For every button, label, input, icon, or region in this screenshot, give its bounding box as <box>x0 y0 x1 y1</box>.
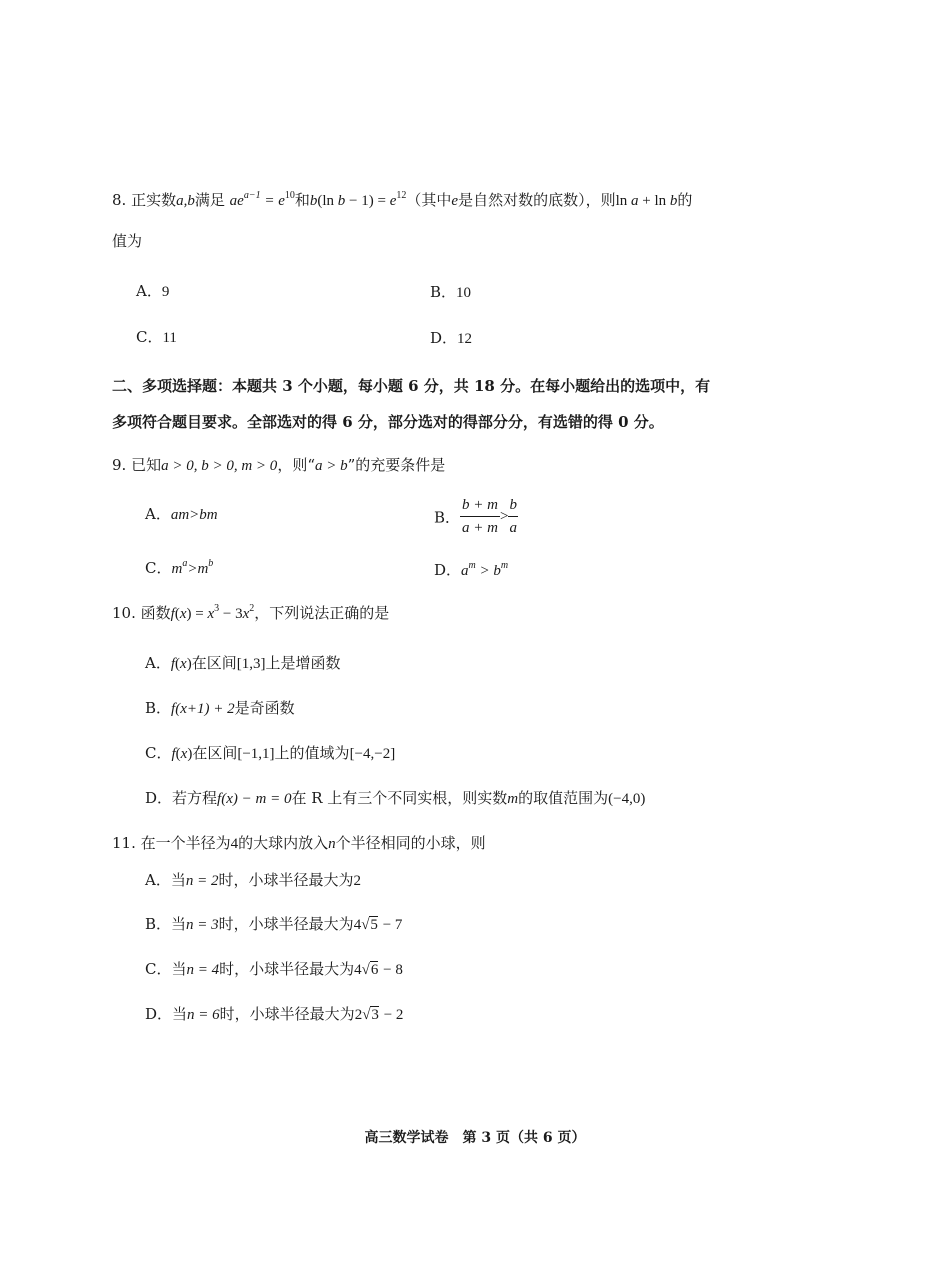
section2-header-line2: 多项符合题目要求。全部选对的得 6 分，部分选对的得部分分，有选错的得 0 分。 <box>112 413 664 431</box>
q9-frac-1: $\frac{b + m}{a + m}$ <box>462 497 498 536</box>
q11-option-a[interactable]: A．当n = 2时，小球半径最大为2 <box>145 871 361 889</box>
q9-option-d[interactable]: D．$a^m > b^m$ <box>434 560 509 579</box>
q8-option-d[interactable]: D．12 <box>430 329 473 347</box>
q8-expr: ln a + ln b <box>615 193 678 209</box>
q11-stem: 11. 在一个半径为4的大球内放入n个半径相同的小球，则 <box>112 834 486 852</box>
q9-option-b[interactable]: B． $\frac{b + m}{a + m}$ > $\frac{b}{a}$ <box>434 497 517 536</box>
q10-option-d[interactable]: D．若方程f(x) − m = 0在 R 上有三个不同实根，则实数m的取值范围为(−4,0) <box>145 789 646 807</box>
q9-option-c[interactable]: C．$m^a>m^b$ <box>145 558 214 577</box>
q9-frac-2: $\frac{b}{a}$ <box>509 497 517 536</box>
q10-option-c[interactable]: C．f(x)在区间[−1,1]上的值域为[−4,−2] <box>145 744 396 762</box>
q8-vars: a,b <box>176 193 195 209</box>
q10-option-b[interactable]: B．f(x+1) + 2是奇函数 <box>145 699 295 717</box>
q10-option-a[interactable]: A．f(x)在区间[1,3]上是增函数 <box>145 654 341 672</box>
q8-stem: 8. 正实数a,b满足 $ae^{a-1} = e^{10}$和b(ln $b - 1) = e^{12}$（其中e是自然对数的底数），则ln a + ln b的 <box>112 190 693 209</box>
q8-option-b[interactable]: B．10 <box>430 283 472 301</box>
q9-option-a[interactable]: A．am>bm <box>145 505 218 523</box>
q9-stem: 9. 已知a > 0, b > 0, m > 0，则“a > b”的充要条件是 <box>112 456 446 474</box>
section2-header-line1: 二、多项选择题：本题共 3 个小题，每小题 6 分，共 18 分。在每小题给出的选项中，有 <box>112 377 711 395</box>
q8-option-c[interactable]: C．11 <box>136 328 177 346</box>
q8-eq1: $ae^{a-1} = e^{10}$ <box>229 190 295 209</box>
q10-stem: 10. 函数$f(x) = x^3 - 3x^2$，下列说法正确的是 <box>112 603 390 622</box>
q11-option-c[interactable]: C．当n = 4时，小球半径最大为4√6 − 8 <box>145 960 403 978</box>
q8-option-a[interactable]: A．9 <box>136 282 170 300</box>
q8-eq2: b(ln $b - 1) = e^{12}$ <box>309 190 407 209</box>
q8-stem-line2: 值为 <box>112 232 143 250</box>
q11-option-b[interactable]: B．当n = 3时，小球半径最大为4√5 − 7 <box>145 915 403 933</box>
q11-option-d[interactable]: D．当n = 6时，小球半径最大为2√3 − 2 <box>145 1005 404 1023</box>
page-footer: 高三数学试卷 第 3 页（共 6 页） <box>364 1130 586 1146</box>
